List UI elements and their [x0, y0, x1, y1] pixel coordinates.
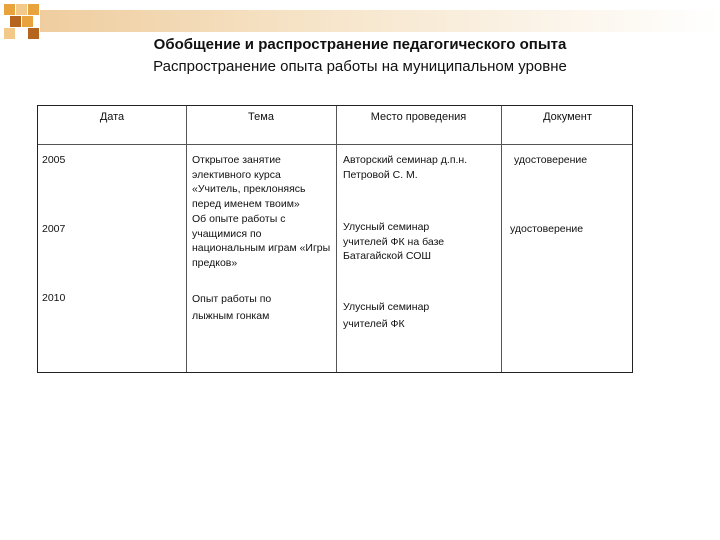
header-divider: [38, 144, 632, 145]
deco-square: [28, 4, 39, 15]
row-2-place: Улусный семинар учителей ФК на базе Батагайской СОШ: [343, 221, 445, 262]
row-2-date: 2007: [42, 223, 66, 235]
page-title: Обобщение и распространение педагогического опыта: [153, 36, 567, 53]
row-2-topic: Об опыте работы с учащимися по национальным играм «Игры предков»: [192, 213, 331, 269]
column-header-date: Дата: [99, 111, 125, 123]
row-1-place: Авторский семинар д.п.н. Петровой С. М.: [343, 154, 468, 181]
row-3-date: 2010: [42, 292, 66, 304]
row-3-topic: Опыт работы по лыжным гонкам: [192, 293, 272, 322]
deco-square: [4, 4, 15, 15]
row-2-document: удостоверение: [510, 223, 584, 235]
column-header-place: Место проведения: [370, 111, 467, 123]
column-divider: [501, 106, 502, 372]
column-header-document: Документ: [543, 111, 592, 123]
deco-square: [10, 16, 21, 27]
deco-square: [28, 28, 39, 39]
experience-table: [37, 105, 633, 373]
header-gradient-bar: [40, 10, 720, 32]
column-header-topic: Тема: [248, 111, 274, 123]
row-1-topic: Открытое занятие элективного курса «Учитель, преклоняясь перед именем твоим»: [192, 154, 306, 210]
column-divider: [186, 106, 187, 372]
column-divider: [336, 106, 337, 372]
deco-square: [22, 16, 33, 27]
slide-title: [60, 34, 660, 78]
row-3-place: Улусный семинар учителей ФК: [343, 301, 430, 330]
page-subtitle: Распространение опыта работы на муниципальном уровне: [153, 58, 567, 75]
row-1-document: удостоверение: [514, 154, 588, 166]
deco-square: [16, 4, 27, 15]
row-1-date: 2005: [42, 154, 66, 166]
deco-square: [4, 28, 15, 39]
